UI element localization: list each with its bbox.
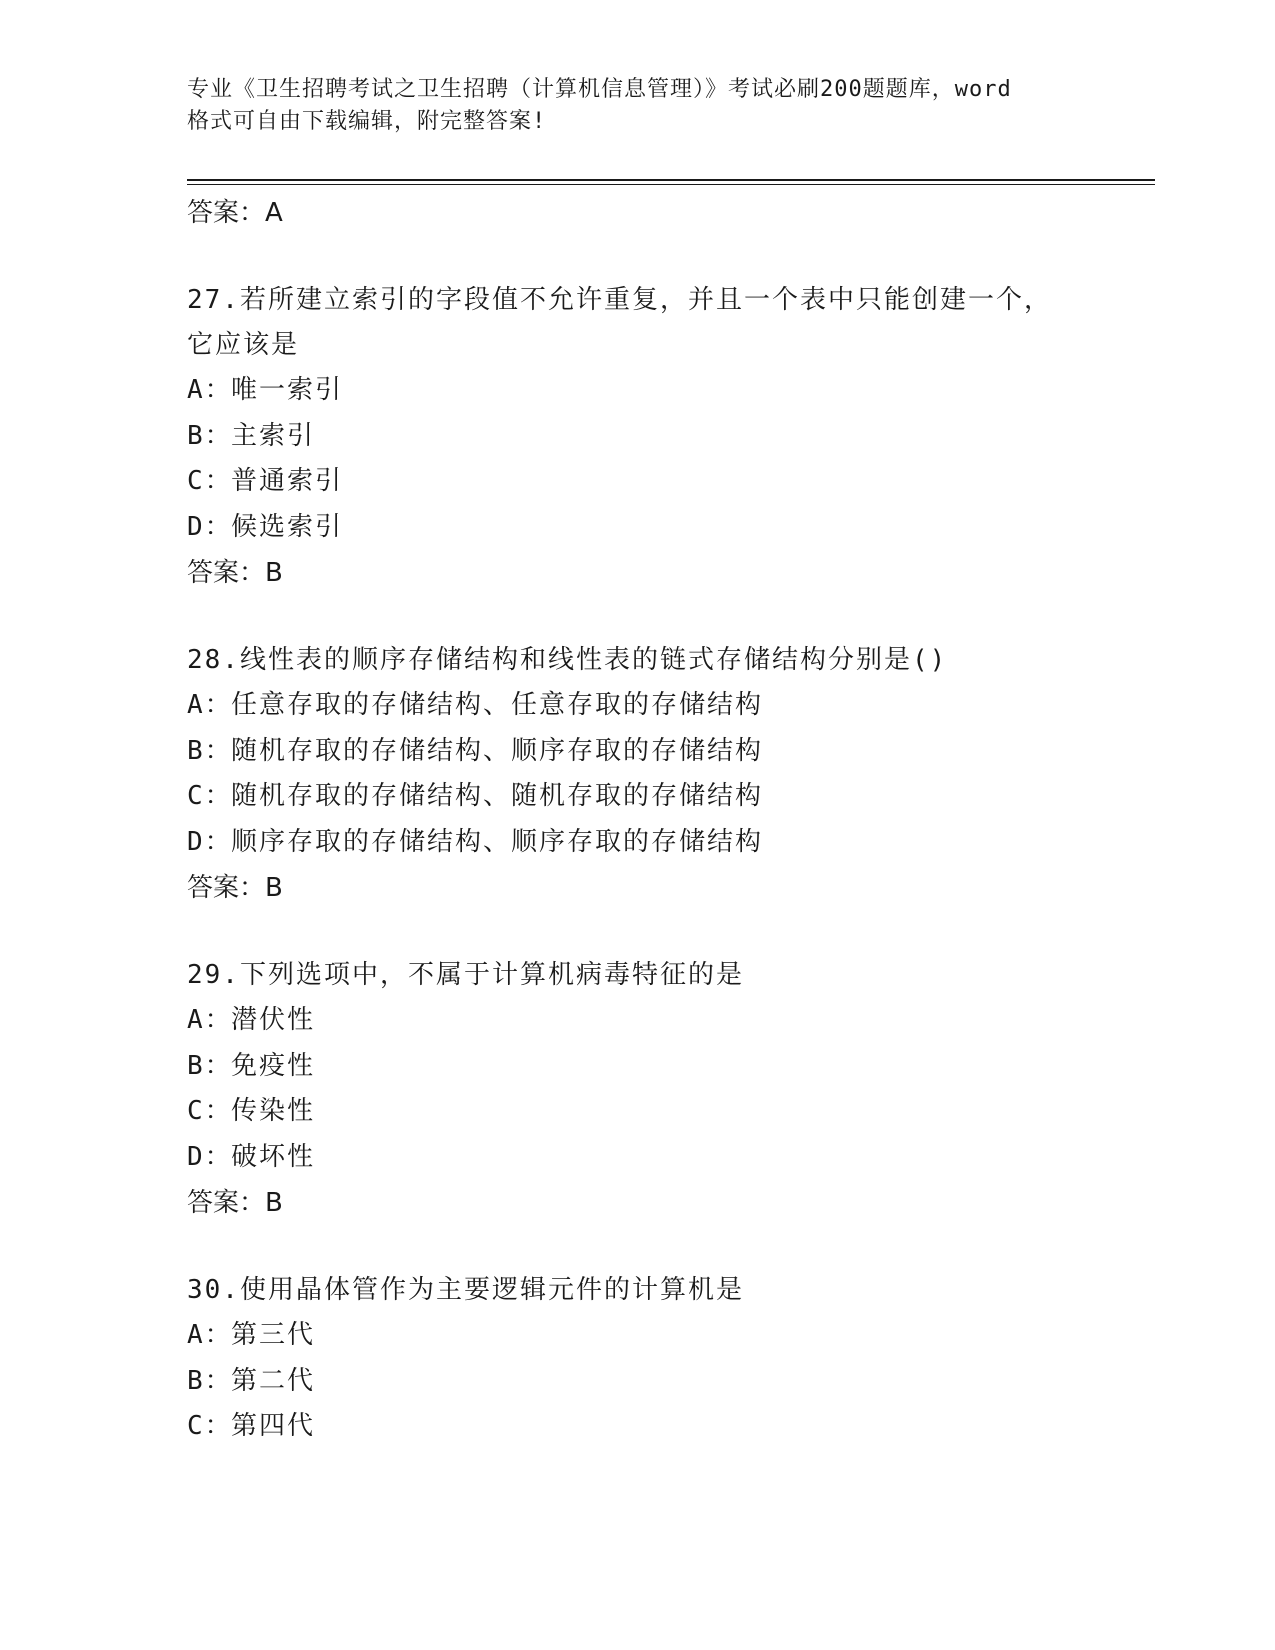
- option-key: B：: [187, 1050, 233, 1081]
- question-text: 28.线性表的顺序存储结构和线性表的链式存储结构分别是(): [187, 645, 948, 675]
- question-text-continued: 它应该是: [187, 330, 300, 360]
- option-key: A：: [187, 690, 233, 720]
- option-text: 第三代: [231, 1320, 316, 1350]
- option-a: [187, 683, 1147, 729]
- option-key: A：: [187, 1320, 233, 1350]
- option-text: 第四代: [231, 1411, 316, 1441]
- option-a: [187, 998, 1147, 1044]
- question-text: 30.使用晶体管作为主要逻辑元件的计算机是: [187, 1275, 744, 1305]
- option-key: A：: [187, 375, 233, 405]
- answer-line: 答案：A: [187, 198, 283, 228]
- option-b: [187, 414, 1147, 460]
- option-a: [187, 368, 1147, 414]
- question-28: [187, 638, 1147, 911]
- option-text: 主索引: [231, 420, 316, 451]
- header-line-2: 格式可自由下载编辑，附完整答案!: [187, 109, 547, 134]
- option-key: B：: [187, 735, 233, 766]
- option-b: [187, 729, 1147, 775]
- option-key: C：: [187, 1411, 233, 1441]
- option-text: 任意存取的存储结构、任意存取的存储结构: [231, 690, 764, 720]
- option-a: [187, 1313, 1147, 1359]
- option-key: B：: [187, 1365, 233, 1396]
- header-divider-thick: [187, 179, 1155, 181]
- option-key: B：: [187, 420, 233, 451]
- question-27: [187, 278, 1147, 596]
- option-c: [187, 1089, 1147, 1135]
- option-key: C：: [187, 466, 233, 496]
- option-d: [187, 505, 1147, 551]
- question-text: 27.若所建立索引的字段值不允许重复，并且一个表中只能创建一个，: [187, 285, 1052, 315]
- option-d: [187, 820, 1147, 866]
- option-text: 候选索引: [231, 511, 344, 542]
- option-text: 免疫性: [231, 1050, 316, 1081]
- header-line-1: 专业《卫生招聘考试之卫生招聘（计算机信息管理）》考试必刷200题题库，word: [187, 77, 1012, 102]
- option-text: 顺序存取的存储结构、顺序存取的存储结构: [231, 826, 764, 857]
- option-text: 随机存取的存储结构、随机存取的存储结构: [231, 781, 764, 811]
- document-header: [187, 74, 1087, 138]
- option-text: 潜伏性: [231, 1005, 316, 1035]
- option-key: D：: [187, 1141, 233, 1172]
- option-key: C：: [187, 781, 233, 811]
- question-30: [187, 1268, 1147, 1450]
- option-d: [187, 1135, 1147, 1181]
- option-text: 随机存取的存储结构、顺序存取的存储结构: [231, 735, 764, 766]
- option-c: [187, 1404, 1147, 1450]
- option-key: A：: [187, 1005, 233, 1035]
- option-b: [187, 1044, 1147, 1090]
- answer-line: 答案：B: [187, 1188, 283, 1218]
- answer-line: 答案：B: [187, 873, 283, 903]
- option-key: D：: [187, 826, 233, 857]
- option-text: 第二代: [231, 1365, 316, 1396]
- answer-line: 答案：B: [187, 558, 283, 588]
- option-key: C：: [187, 1096, 233, 1126]
- option-text: 普通索引: [231, 466, 344, 496]
- option-key: D：: [187, 511, 233, 542]
- option-c: [187, 774, 1147, 820]
- option-text: 传染性: [231, 1096, 316, 1126]
- document-body: [187, 190, 1147, 1492]
- question-29: [187, 953, 1147, 1226]
- header-divider-thin: [187, 184, 1155, 185]
- question-text: 29.下列选项中，不属于计算机病毒特征的是: [187, 960, 744, 990]
- option-c: [187, 459, 1147, 505]
- option-text: 破坏性: [231, 1141, 316, 1172]
- option-b: [187, 1359, 1147, 1405]
- option-text: 唯一索引: [231, 375, 344, 405]
